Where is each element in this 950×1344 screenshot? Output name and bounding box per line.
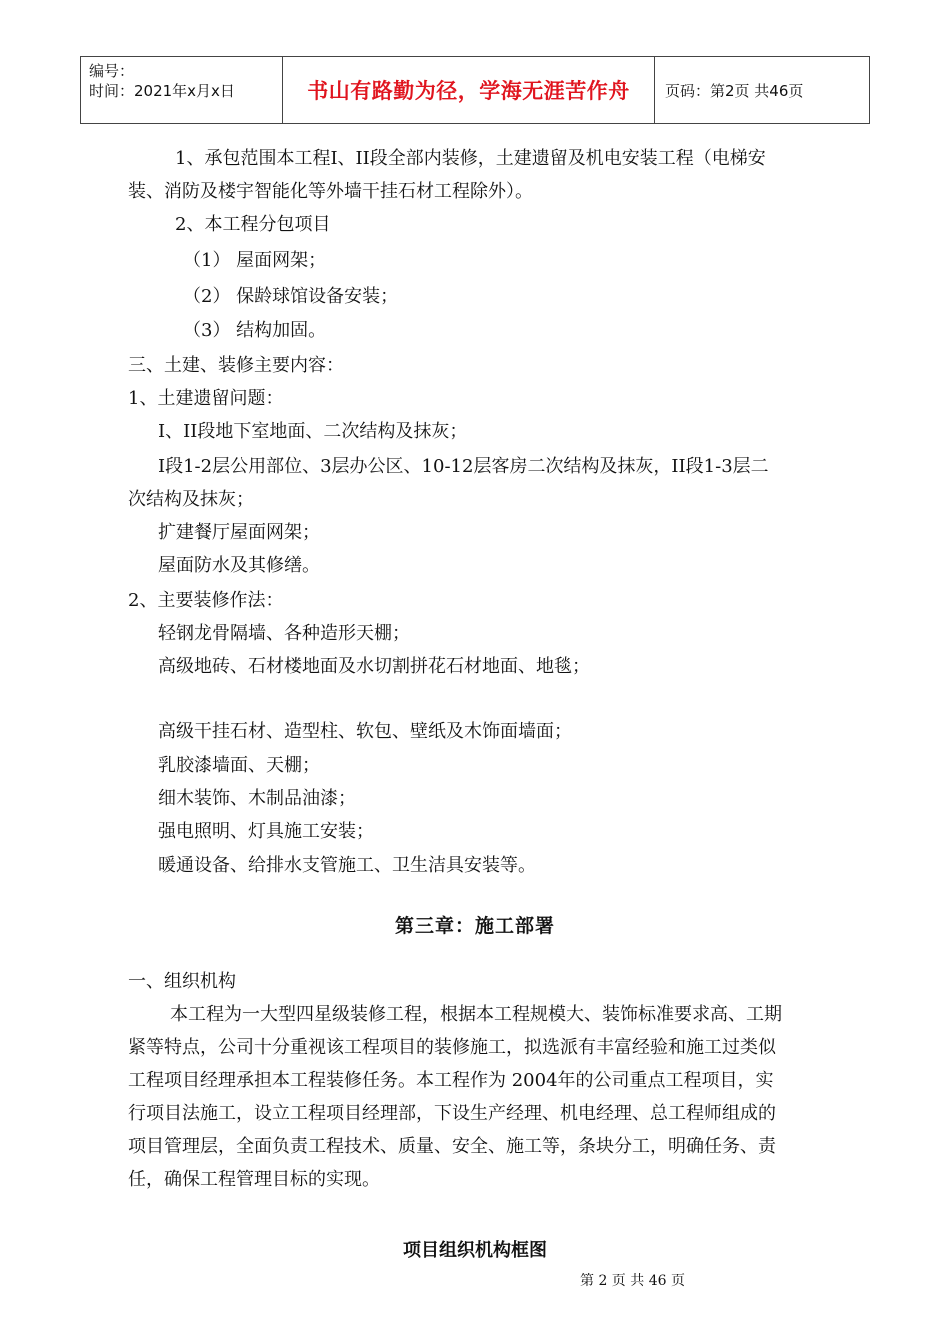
section-heading: 三、土建、装修主要内容： — [128, 355, 344, 376]
body-line: 细木装饰、木制品油漆； — [158, 788, 356, 809]
body-line: 扩建餐厅屋面网架； — [158, 522, 320, 543]
body-line: 屋面防水及其修缮。 — [158, 555, 320, 576]
body-line: 高级干挂石材、造型柱、软包、壁纸及木饰面墙面； — [158, 721, 572, 742]
header-page-info: 页码：第2页 共46页 — [665, 81, 804, 100]
document-time: 时间：2021年x月x日 — [89, 82, 235, 100]
subsection-heading: 1、土建遗留问题： — [128, 388, 284, 409]
body-line: 强电照明、灯具施工安装； — [158, 821, 374, 842]
body-line: 1、承包范围本工程I、II段全部内装修，土建遗留及机电安装工程（电梯安 — [175, 148, 766, 169]
body-line: 高级地砖、石材楼地面及水切割拼花石材地面、地毯； — [158, 656, 590, 677]
body-line: I段1-2层公用部位、3层办公区、10-12层客房二次结构及抹灰，II段1-3层二 — [158, 456, 769, 477]
paragraph-line: 任，确保工程管理目标的实现。 — [128, 1169, 380, 1190]
page-header — [80, 56, 870, 124]
paragraph-line: 工程项目经理承担本工程装修任务。本工程作为 2004年的公司重点工程项目，实 — [128, 1070, 774, 1091]
subsection-heading: 2、主要装修作法： — [128, 590, 284, 611]
chapter-title: 第三章：施工部署 — [394, 915, 555, 937]
figure-title: 项目组织机构框图 — [403, 1240, 547, 1261]
body-line: 装、消防及楼宇智能化等外墙干挂石材工程除外）。 — [128, 181, 533, 202]
body-line: 暖通设备、给排水支管施工、卫生洁具安装等。 — [158, 855, 536, 876]
body-line: 轻钢龙骨隔墙、各种造形天棚； — [158, 623, 410, 644]
body-line: （1） 屋面网架； — [183, 250, 327, 271]
body-line: I、II段地下室地面、二次结构及抹灰； — [158, 421, 468, 442]
body-line: 次结构及抹灰； — [128, 489, 254, 510]
paragraph-line: 项目管理层，全面负责工程技术、质量、安全、施工等，条块分工，明确任务、责 — [128, 1136, 776, 1157]
header-meta — [81, 57, 283, 123]
paragraph-line: 紧等特点，公司十分重视该工程项目的装修施工，拟选派有丰富经验和施工过类似 — [128, 1037, 776, 1058]
paragraph-line: 本工程为一大型四星级装修工程，根据本工程规模大、装饰标准要求高、工期 — [170, 1004, 782, 1025]
body-line: （2） 保龄球馆设备安装； — [183, 286, 399, 307]
header-motto: 书山有路勤为径，学海无涯苦作舟 — [283, 57, 655, 123]
body-line: （3） 结构加固。 — [183, 320, 327, 341]
page-footer: 第 2 页 共 46 页 — [580, 1273, 685, 1289]
paragraph-line: 行项目法施工，设立工程项目经理部，下设生产经理、机电经理、总工程师组成的 — [128, 1103, 776, 1124]
document-number-label: 编号： — [89, 62, 135, 80]
body-line: 乳胶漆墙面、天棚； — [158, 755, 320, 776]
body-line: 2、本工程分包项目 — [175, 214, 331, 235]
section-heading: 一、组织机构 — [128, 971, 236, 992]
